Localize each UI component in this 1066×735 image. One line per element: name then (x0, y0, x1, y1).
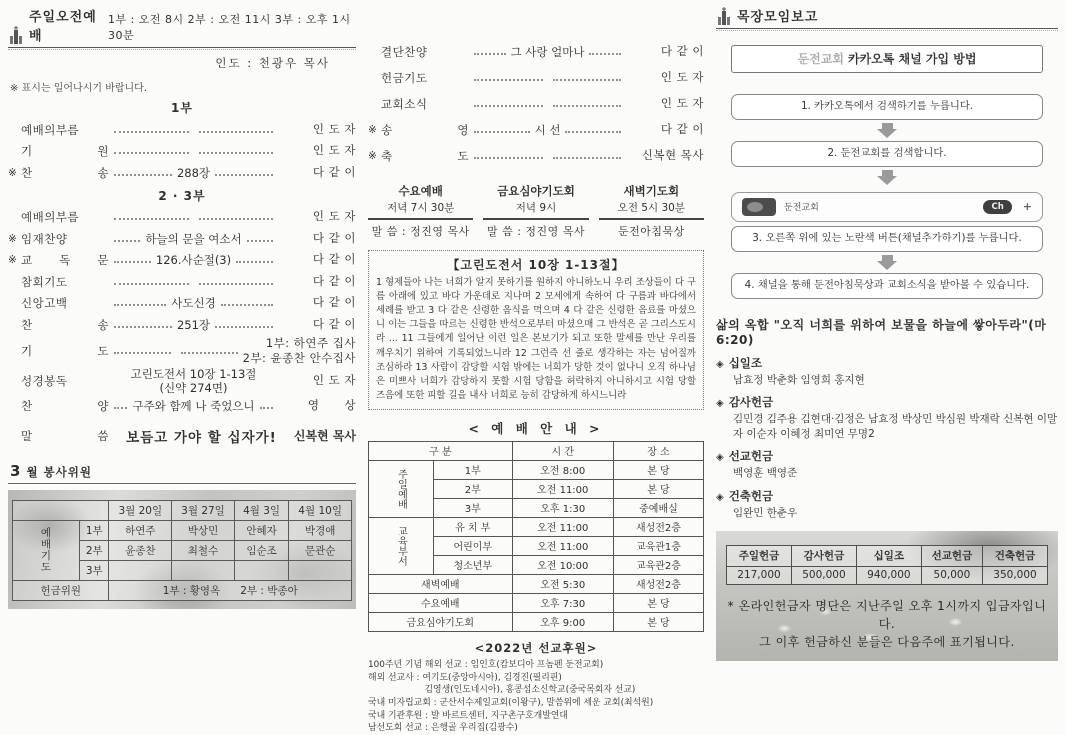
dotted-leader (114, 127, 189, 133)
group-education-dept: 교육부서 (369, 517, 434, 574)
mission-title: <2022년 선교후원> (474, 640, 598, 655)
service-speaker: 둔전아침묵상 (617, 225, 685, 238)
service-title: 주일오전예배 (29, 10, 97, 44)
order-row (8, 367, 356, 396)
order-row (8, 293, 356, 315)
group-sunday-worship: 주일예배 (369, 460, 434, 517)
date-header: 4월 3일 (234, 500, 288, 520)
order-list-continued (368, 39, 704, 169)
order-performer: 인 도 자 (312, 209, 356, 224)
dotted-leader (553, 75, 622, 81)
date-header: 3월 27일 (172, 500, 235, 520)
right-header (716, 6, 1058, 29)
dotted-leader (114, 322, 172, 328)
order-performer: 다 같 이 (660, 122, 704, 137)
mission-list (368, 659, 704, 735)
totals-photo-background (716, 531, 1058, 661)
order-list-part2 (8, 207, 356, 417)
order-performer: 다 같 이 (312, 164, 356, 179)
offering-group-names: 백영훈 백영준 (733, 467, 798, 480)
order-row (8, 314, 356, 336)
offering-group-title: ◈ 감사헌금 (716, 394, 774, 409)
service-name: 수요예배 (398, 184, 443, 198)
order-label: 결단찬양 (381, 45, 428, 59)
weekly-services (368, 183, 704, 239)
mission-line: 김영생(인도네시아), 홍콩섬소신학교(중국목회자 선교) (368, 685, 636, 696)
order-label: 축 도 (381, 149, 469, 163)
volunteers-title: 월 봉사위원 (26, 464, 92, 479)
sermon-speaker: 신복현 목사 (293, 429, 356, 444)
table-row: 금요심야기도회 오후 9:00 본 당 (369, 612, 704, 631)
table-row: 2부 윤종찬 최철수 임순조 문관순 (13, 540, 352, 560)
table-row: 새벽예배 오전 5:30 새성전2층 (369, 574, 704, 593)
stand-mark: ※ (8, 166, 17, 179)
offering-heading: 삶의 옥합 "오직 너희를 위하여 보물을 하늘에 쌓아두라"(마6:20) (716, 317, 1047, 347)
offering-group (716, 448, 1058, 481)
scripture-title: 【고린도전서 10장 1-13절】 (447, 258, 625, 272)
dotted-leader (114, 236, 140, 242)
dotted-leader (199, 127, 274, 133)
order-detail: 시 선 (534, 122, 561, 137)
order-performer: 인 도 자 (660, 96, 704, 111)
order-row (8, 395, 356, 417)
service-block (483, 183, 588, 239)
order-label: 찬 양 (21, 399, 109, 414)
order-row (8, 119, 356, 141)
scripture-box (368, 250, 704, 410)
order-detail: 126.사순절(3) (155, 253, 232, 268)
church-name: 둔전교회 (797, 52, 844, 66)
table-row (13, 500, 352, 520)
offering-committee-names: 1부 : 황영옥 2부 : 박종아 (109, 580, 352, 600)
mission-line: 국내 기관후원 : 발 바르트센터, 지구촌구호개발연대 (368, 710, 568, 721)
order-row (8, 228, 356, 250)
church-logo-icon (716, 7, 732, 25)
mission-line: 해외 선교사 : 여기도(중앙아시아), 김경진(필리핀) (368, 672, 562, 683)
worship-guide-title: < 예 배 안 내 > (468, 420, 604, 436)
arrow-down-icon (877, 255, 897, 270)
dotted-leader (199, 214, 274, 220)
service-speaker: 말 씀 : 정진영 목사 (371, 225, 470, 238)
table-row (13, 580, 352, 600)
order-performer: 신복현 목사 (641, 148, 704, 163)
dotted-leader (553, 153, 622, 159)
arrow-down-icon (877, 123, 897, 138)
volunteers-photo-background (8, 490, 356, 609)
dotted-leader (181, 348, 238, 354)
stand-mark: ※ (368, 150, 377, 162)
left-header (8, 6, 356, 48)
stand-mark: ※ (8, 232, 17, 245)
order-detail: 사도신경 (171, 296, 216, 311)
volunteers-table (12, 500, 352, 601)
order-performer: 인 도 자 (660, 70, 704, 85)
order-label: 성경봉독 (21, 373, 68, 388)
scripture-body: 1 형제들아 나는 너희가 알지 못하기를 원하지 아니하노니 우리 조상들이 다 구름 아래에 있고 바다 가운데로 지나며 2 모세에게 속하여 다 구름과 바다에서 세례를 받고 3 다 같은 신령한 음식을 먹으며 4 다 같은 신령한 음료를 마셨으니 이는 그들을 따르는 신령한 반석으로부터 마셨으매 그 반석은 곧 그리스도시라 ... 11 그들에게 일어난 이런 일은 본보기가 되고 또한 말세를 만난 우리를 깨우치기 위하여 기록되었느니라 12 그런즉 선 줄로 생각하는 자는 넘어질까 조심하라 13 사람이 감당할 시험 밖에는 너희가 당한 것이 없나니 오직 하나님은 미쁘사 너희가 감당하지 못할 시험 당함을 허락하지 아니하시고 시험 당할 즈음에 또한 피할 길을 내사 너희로 능히 감당하게 하시느니라 (376, 277, 696, 401)
service-speaker: 말 씀 : 정진영 목사 (486, 225, 586, 238)
dotted-leader (114, 403, 127, 409)
online-offering-note: * 온라인헌금자 명단은 지난주일 오후 1시까지 입금자입니다. 그 이후 헌금하신 분들은 다음주에 표기됩니다. (727, 598, 1047, 649)
order-performer: 영 상 (307, 398, 356, 413)
dotted-leader (199, 279, 274, 285)
dotted-leader (474, 49, 506, 55)
table-row: 3부 오후 1:30 중예배실 (369, 498, 704, 517)
order-performer: 인 도 자 (312, 121, 356, 136)
table-row: 교육부서 유 치 부 오전 11:00 새성전2층 (369, 517, 704, 536)
order-row (8, 250, 356, 272)
table-row: 주일헌금 감사헌금 십일조 선교헌금 건축헌금 (727, 545, 1048, 566)
order-performer: 다 같 이 (312, 230, 356, 245)
part1-title: 1부 (171, 101, 193, 115)
dotted-leader (114, 148, 189, 154)
service-time: 저녁 7시 30분 (368, 199, 473, 220)
table-row: 주일예배 1부 오전 8:00 본 당 (369, 460, 704, 479)
kakao-step-3: 3. 오른쪽 위에 있는 노란색 버튼(채널추가하기)를 누릅니다. (731, 226, 1043, 252)
dotted-leader (114, 257, 151, 263)
order-label: 기 도 (21, 344, 109, 359)
sermon-label: 말 씀 (21, 428, 109, 443)
service-time: 오전 5시 30분 (599, 199, 704, 220)
order-performer: 다 같 이 (312, 316, 356, 331)
dotted-leader (114, 279, 189, 285)
service-block (599, 183, 704, 239)
diamond-bullet-icon: ◈ (716, 452, 724, 464)
kakao-step-4: 4. 채널을 통해 둔전아침묵상과 교회소식을 받아볼 수 있습니다. (731, 273, 1043, 299)
dotted-leader (474, 153, 543, 159)
order-list-part1 (8, 119, 356, 184)
order-row (8, 141, 356, 163)
kakao-step-2: 2. 둔전교회를 검색합니다. (731, 141, 1043, 167)
channel-add-button: Ch (983, 200, 1011, 214)
dotted-leader (247, 236, 273, 242)
stand-note: ※ 표시는 일어나시기 바랍니다. (10, 83, 148, 94)
diamond-bullet-icon: ◈ (716, 491, 724, 503)
service-times: 1부 : 오전 8시 2부 : 오전 11시 3부 : 오후 1시 30분 (107, 13, 351, 42)
channel-thumbnail-icon (742, 198, 776, 216)
dotted-leader (474, 75, 543, 81)
plus-icon: + (1022, 200, 1032, 214)
offering-totals-table (726, 545, 1048, 585)
left-column (8, 6, 357, 597)
group-label: 예배기도 (13, 520, 80, 580)
diamond-bullet-icon: ◈ (716, 358, 724, 370)
order-performer: 다 같 이 (312, 273, 356, 288)
dotted-leader (114, 170, 172, 176)
order-label: 찬 송 (21, 317, 109, 332)
order-label: 예배의부름 (21, 210, 80, 225)
order-label: 송 영 (381, 123, 469, 137)
order-performer: 인 도 자 (312, 143, 356, 158)
diamond-bullet-icon: ◈ (716, 397, 724, 409)
order-row (8, 271, 356, 293)
dotted-leader (589, 49, 621, 55)
order-row (368, 91, 704, 117)
dotted-leader (114, 300, 166, 306)
offering-group-title: ◈ 선교헌금 (716, 449, 774, 464)
mission-line: 남선도회 선교 : 은행골 우리집(김광수) (368, 723, 518, 734)
offering-group-names: 김민경 김주용 김현대·김정은 남효정 박상민 박심원 박재락 신복현 이말자 이순자 이혜정 최미연 무명2 (733, 412, 1058, 441)
dotted-leader (215, 170, 273, 176)
order-row (8, 207, 356, 229)
order-label: 임재찬양 (21, 231, 68, 246)
service-time: 저녁 9시 (483, 199, 588, 220)
order-performer: 다 같 이 (312, 252, 357, 267)
report-title: 목장모임보고 (737, 10, 819, 25)
order-row (8, 336, 356, 367)
offering-group (716, 488, 1058, 521)
arrow-down-icon (877, 170, 897, 185)
table-row: 217,000 500,000 940,000 50,000 350,000 (727, 566, 1048, 584)
sermon-title: 보듬고 가야 할 십자가! (126, 429, 277, 446)
volunteers-month: 3 (10, 461, 21, 480)
order-label: 참회기도 (21, 274, 68, 289)
volunteers-header (8, 460, 356, 484)
middle-column (368, 6, 704, 734)
offering-group-names: 남효정 박춘화 임영희 홍지현 (733, 373, 865, 386)
worship-guide-table (368, 441, 704, 632)
order-label: 헌금기도 (381, 71, 428, 85)
mission-support-section (368, 640, 704, 735)
order-detail: 251장 (176, 317, 211, 332)
table-row: 어린이부 오전 11:00 교육관1층 (369, 536, 704, 555)
dotted-leader (221, 300, 273, 306)
order-detail: 288장 (176, 165, 211, 180)
order-label: 교회소식 (381, 97, 428, 111)
dotted-leader (565, 127, 621, 133)
offering-groups (716, 355, 1058, 521)
order-row (368, 39, 704, 65)
order-performer: 다 같 이 (660, 44, 704, 59)
order-detail: 하늘의 문을 여소서 (145, 231, 242, 246)
dotted-leader (260, 403, 273, 409)
order-performer: 다 같 이 (312, 295, 356, 310)
order-row (368, 143, 704, 169)
order-detail: 고린도전서 10장 1-13절 (신약 274면) (130, 366, 257, 395)
offering-group-names: 임완민 한춘우 (733, 506, 798, 519)
order-performer: 인 도 자 (312, 373, 356, 388)
offering-group-title: ◈ 건축헌금 (716, 488, 774, 503)
table-row: 구 분 시 간 장 소 (369, 441, 704, 460)
order-detail: 그 사랑 얼마나 (510, 44, 585, 59)
service-block (368, 183, 473, 239)
church-logo-icon (8, 26, 24, 44)
part2-title: 2 · 3부 (158, 188, 206, 203)
date-header: 3월 20일 (109, 500, 172, 520)
channel-name: 둔전교회 (784, 203, 819, 214)
dotted-leader (553, 101, 622, 107)
kakao-step-1: 1. 카카오톡에서 검색하기를 누릅니다. (731, 94, 1043, 120)
order-label: 기 원 (21, 144, 109, 159)
order-row (8, 162, 356, 184)
dotted-leader (474, 127, 530, 133)
stand-mark: ※ (8, 254, 17, 267)
table-row: 예배기도 1부 하연주 박상민 안혜자 박경애 (13, 520, 352, 540)
service-name: 금요심야기도회 (497, 184, 575, 198)
offering-committee-label: 헌금위원 (13, 580, 109, 600)
table-row: 2부 오전 11:00 본 당 (369, 479, 704, 498)
worship-leader: 인도 : 천광우 목사 (215, 56, 330, 70)
order-performer: 1부: 하연주 집사 2부: 윤종찬 안수집사 (242, 335, 356, 366)
stand-mark: ※ (368, 124, 377, 136)
service-name: 새벽기도회 (623, 184, 680, 198)
table-row: 수요예배 오후 7:30 본 당 (369, 593, 704, 612)
mission-line: 100주년 기념 해외 선교 : 임인호(캄보디아 프놈펜 둔전교회) (368, 659, 604, 670)
dotted-leader (199, 148, 274, 154)
kakao-guide-title: 둔전교회 카카오톡 채널 가입 방법 (731, 45, 1043, 73)
dotted-leader (114, 214, 189, 220)
offering-group (716, 355, 1058, 388)
right-column (716, 6, 1058, 649)
order-label: 예배의부름 (21, 122, 80, 137)
table-row: 청소년부 오전 10:00 교육관2층 (369, 555, 704, 574)
order-label: 신앙고백 (21, 296, 68, 311)
kakao-search-result (731, 192, 1043, 222)
mission-line: 국내 미자립교회 : 군산서수제일교회(이왕구), 말씀위에 세운 교회(최석원) (368, 697, 654, 708)
kakao-channel-guide (731, 45, 1043, 299)
dotted-leader (236, 257, 273, 263)
order-label: 교 독 문 (21, 253, 109, 268)
offering-group-title: ◈ 십일조 (716, 355, 763, 370)
order-row (368, 117, 704, 143)
order-row (368, 65, 704, 91)
order-detail: 구주와 함께 나 죽었으니 (132, 398, 255, 413)
sermon-row (8, 426, 356, 446)
order-label: 찬 송 (21, 165, 109, 180)
offering-group (716, 394, 1058, 442)
date-header: 4월 10일 (289, 500, 352, 520)
table-row: 3부 (13, 560, 352, 580)
dotted-leader (474, 101, 543, 107)
dotted-leader (114, 348, 171, 354)
dotted-leader (215, 322, 273, 328)
